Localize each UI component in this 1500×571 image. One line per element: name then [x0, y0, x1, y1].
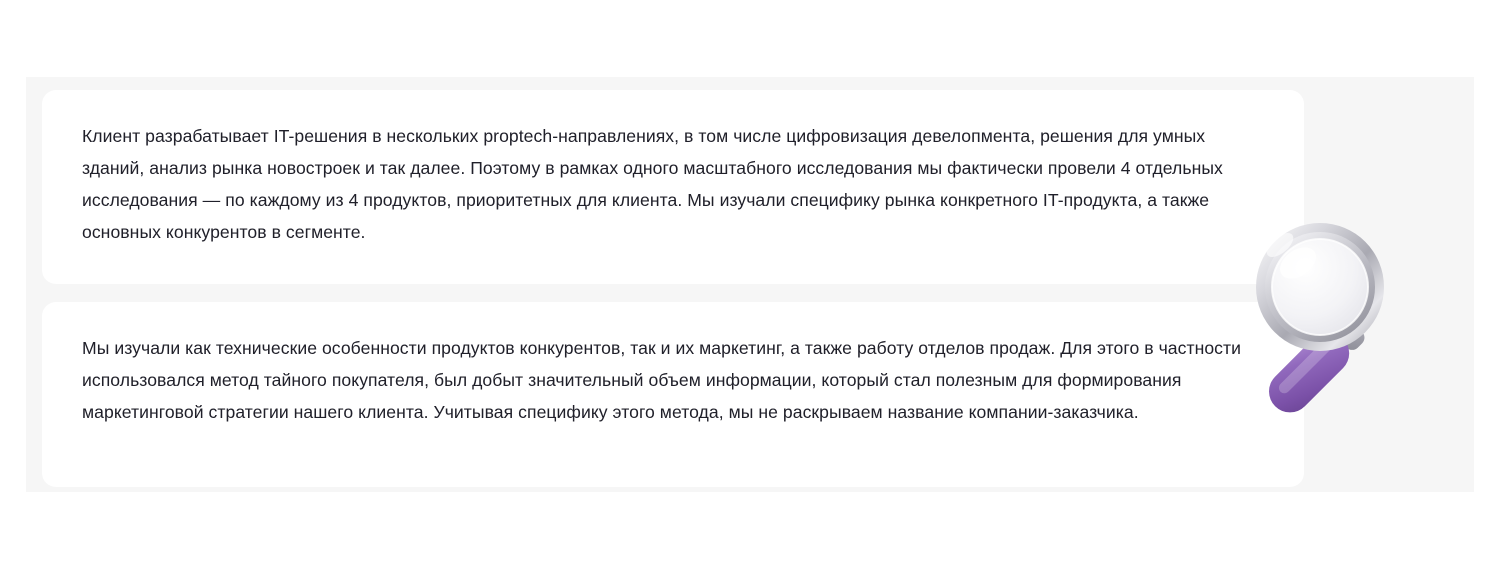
text-card-mystery-shopper — [42, 302, 1304, 487]
cards-container — [42, 90, 1304, 487]
card-paragraph: Клиент разрабатывает IT-решения в нескольких proptech-направлениях, в том числе цифровизация девелопмента, решения для умных зданий, анализ рынка новостроек и так далее. Поэтому в рамках одного масштабного исследования мы фактически провели 4 отдельных исследования — по каждому из 4 продуктов, приоритетных для клиента. Мы изучали специфику рынка конкретного IT-продукта, а также основных конкурентов в сегменте. — [82, 126, 1223, 242]
text-card-research-directions — [42, 90, 1304, 284]
card-paragraph: Мы изучали как технические особенности продуктов конкурентов, так и их маркетинг, а также работу отделов продаж. Для этого в частности использовался метод тайного покупателя, был добыт значительный объем информации, который стал полезным для формирования маркетинговой стратегии нашего клиента. Учитывая специфику этого метода, мы не раскрываем название компании-заказчика. — [82, 338, 1242, 422]
